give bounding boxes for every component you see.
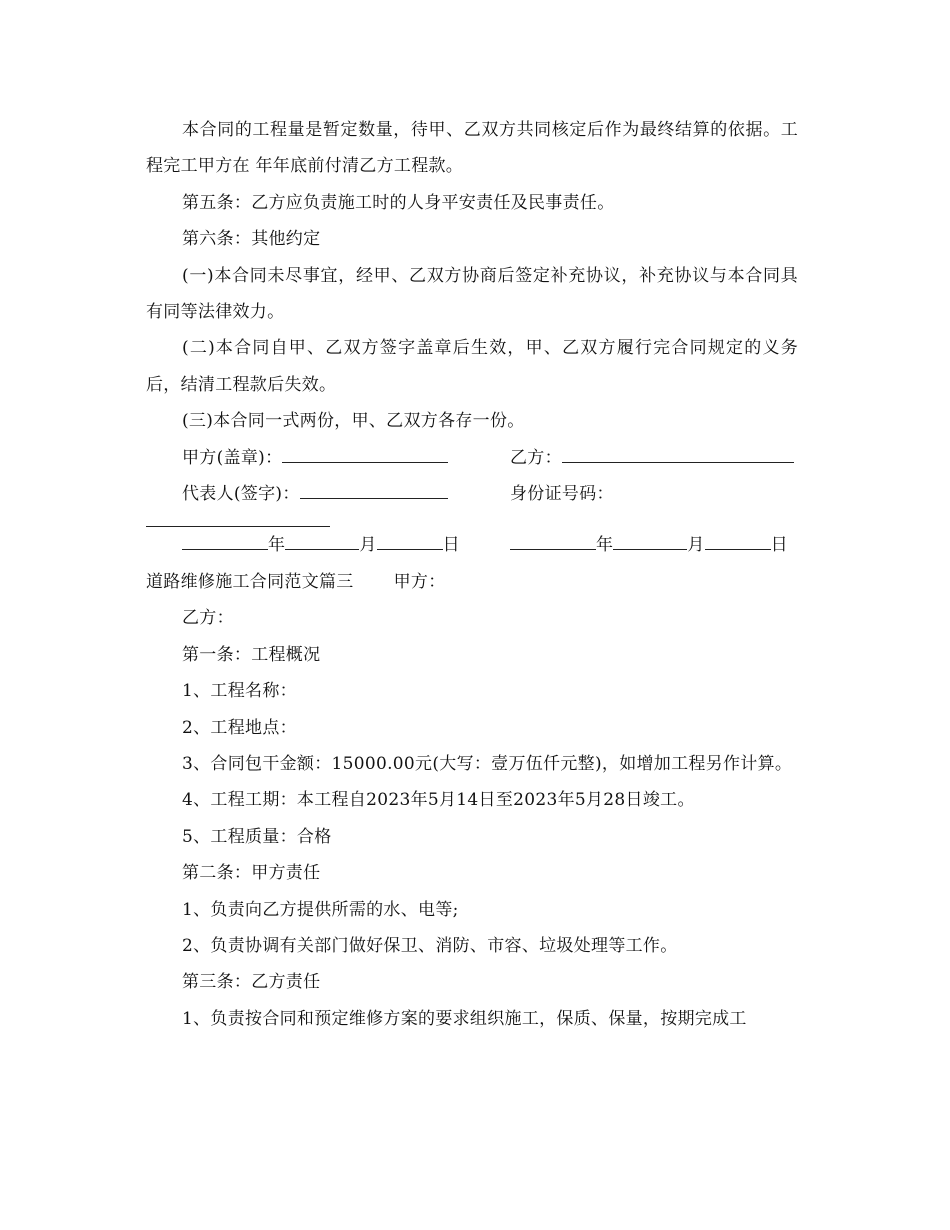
year-label: 年 (268, 535, 286, 556)
signature-row-party (146, 440, 798, 476)
rep-label: 代表人(签字)： (182, 484, 300, 505)
party-a-label: 甲方(盖章)： (182, 447, 283, 468)
party-b-blank (562, 448, 794, 463)
section3-title: 道路维修施工合同范文篇三 (146, 571, 354, 592)
id-label: 身份证号码： (510, 484, 614, 505)
id-number-line (146, 512, 798, 527)
party-b-sign (510, 440, 798, 476)
day-blank (705, 535, 771, 550)
rep-blank (300, 484, 448, 499)
paragraph: 1、负责向乙方提供所需的水、电等; (182, 899, 459, 920)
paragraph: 第六条：其他约定 (182, 229, 321, 250)
paragraph: (三)本合同一式两份，甲、乙双方各存一份。 (182, 411, 525, 432)
paragraph: 3、合同包干金额：15000.00元(大写：壹万伍仟元整)，如增加工程另作计算。 (182, 753, 793, 774)
paragraph: 1、工程名称： (182, 681, 297, 702)
party-b-label: 乙方： (510, 447, 562, 468)
paragraph: (一)本合同未尽事宜，经甲、乙双方协商后签定补充协议，补充协议与本合同具有同等法律效力。 (146, 265, 798, 323)
year-label: 年 (596, 535, 614, 556)
day-blank (377, 535, 443, 550)
signature-row-rep (146, 476, 798, 512)
month-blank (285, 535, 359, 550)
paragraph: 第三条：乙方责任 (182, 972, 321, 993)
paragraph: 乙方： (182, 608, 234, 629)
paragraph: 第一条：工程概况 (182, 644, 321, 665)
date-b (510, 527, 798, 563)
date-a (182, 527, 510, 563)
paragraph: 5、工程质量：合格 (182, 826, 332, 847)
party-a-blank (282, 448, 448, 463)
rep-sign (182, 476, 510, 512)
section3-party-a: 甲方： (393, 571, 446, 592)
paragraph: 2、工程地点： (182, 717, 297, 738)
paragraph: 第五条：乙方应负责施工时的人身平安责任及民事责任。 (182, 192, 615, 213)
party-a-sign (182, 440, 510, 476)
paragraph: (二)本合同自甲、乙双方签字盖章后生效，甲、乙双方履行完合同规定的义务后，结清工程款后失效。 (146, 338, 798, 395)
month-label: 月 (359, 535, 377, 556)
month-label: 月 (687, 535, 705, 556)
id-number-blank (146, 512, 330, 527)
paragraph: 第二条：甲方责任 (182, 863, 321, 884)
day-label: 日 (770, 535, 788, 556)
paragraph: 4、工程工期：本工程自2023年5月14日至2023年5月28日竣工。 (182, 790, 695, 811)
paragraph: 本合同的工程量是暂定数量，待甲、乙双方共同核定后作为最终结算的依据。工程完工甲方在 年年底前付清乙方工程款。 (146, 120, 798, 177)
day-label: 日 (442, 535, 460, 556)
date-row (146, 527, 798, 563)
section3-heading (146, 564, 798, 600)
paragraph: 2、负责协调有关部门做好保卫、消防、市容、垃圾处理等工作。 (182, 935, 678, 956)
month-blank (613, 535, 687, 550)
document-body (146, 112, 798, 1037)
year-blank (182, 535, 268, 550)
id-number (510, 476, 798, 512)
paragraph: 1、负责按合同和预定维修方案的要求组织施工，保质、保量，按期完成工 (182, 1008, 747, 1029)
year-blank (510, 535, 596, 550)
